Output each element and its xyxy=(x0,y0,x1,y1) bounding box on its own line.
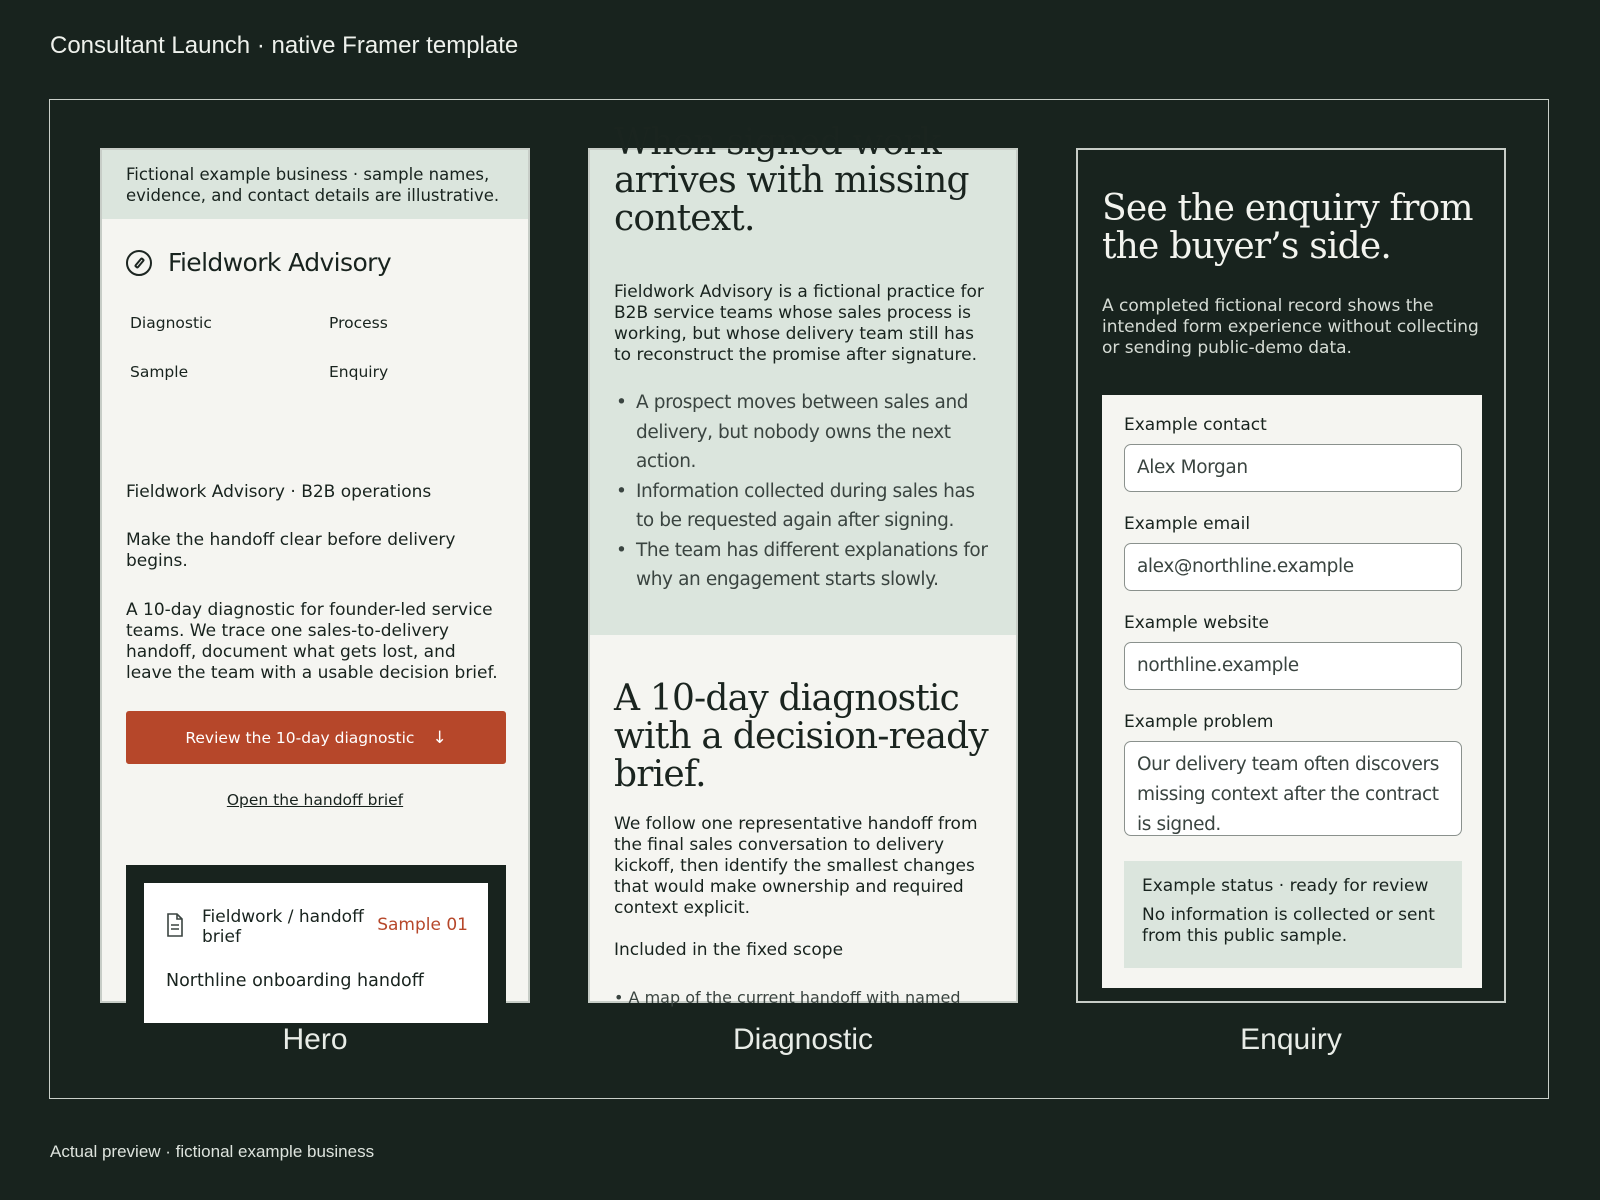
diagnostic-heading: A 10-day diagnostic with a decision-ready brief. xyxy=(614,678,988,795)
handoff-brief-card[interactable] xyxy=(126,865,506,1005)
fictional-notice-banner: Fictional example business · sample names, evidence, and contact details are illustrative. xyxy=(102,150,528,219)
caption-hero: Hero xyxy=(282,1023,348,1056)
problem-heading: When signed work arrives with missing context. xyxy=(614,122,969,239)
review-diagnostic-button[interactable] xyxy=(126,711,506,764)
enquiry-preview xyxy=(1076,148,1506,1003)
hero-headline: Make the handoff clear before delivery begins. xyxy=(126,530,456,571)
problem-textarea[interactable]: Our delivery team often discovers missing context after the contract is signed. xyxy=(1124,741,1462,836)
contact-field[interactable]: Alex Morgan xyxy=(1124,444,1462,492)
status-note: No information is collected or sent from this public sample. xyxy=(1142,905,1435,946)
status-panel xyxy=(1124,861,1462,968)
hero-preview xyxy=(100,148,530,1003)
hero-body: A 10-day diagnostic for founder-led service teams. We trace one sales-to-delivery handoff, document what gets lost, and leave the team with a usable decision brief. xyxy=(126,600,498,683)
website-field[interactable]: northline.example xyxy=(1124,642,1462,690)
open-handoff-brief-link[interactable]: Open the handoff brief xyxy=(226,791,404,809)
scope-label: Included in the fixed scope xyxy=(614,940,844,960)
footer-note: Actual preview · fictional example business xyxy=(50,1142,375,1161)
problem-label: Example problem xyxy=(1124,712,1274,732)
enquiry-form xyxy=(1102,395,1482,988)
website-label: Example website xyxy=(1124,613,1270,633)
brief-title: Fieldwork / handoff brief xyxy=(202,907,364,947)
brief-sample-badge: Sample 01 xyxy=(377,915,468,935)
caption-enquiry: Enquiry xyxy=(1240,1023,1342,1056)
brief-card-inner xyxy=(144,883,488,1023)
brief-subtitle: Northline onboarding handoff xyxy=(166,971,424,991)
page-title: Consultant Launch · native Framer template xyxy=(50,32,519,59)
diagnostic-preview xyxy=(588,122,1018,1007)
problem-list xyxy=(614,388,994,595)
email-field[interactable]: alex@northline.example xyxy=(1124,543,1462,591)
list-item: • The team has different explanations for why an engagement starts slowly. xyxy=(614,536,994,595)
nav-item-sample[interactable]: Sample xyxy=(130,363,189,381)
caption-diagnostic: Diagnostic xyxy=(732,1023,874,1056)
problem-intro: Fieldwork Advisory is a fictional practice for B2B service teams whose sales process is working, but whose delivery team still has to reconstruct the promise after signature. xyxy=(614,282,984,365)
brand-name: Fieldwork Advisory xyxy=(168,248,392,277)
scope-list-item: • A map of the current handoff with named xyxy=(614,988,961,1007)
nav-item-enquiry[interactable]: Enquiry xyxy=(329,363,389,381)
enquiry-intro: A completed fictional record shows the intended form experience without collecting or sending public-demo data. xyxy=(1102,296,1479,358)
arrow-down-icon: ↓ xyxy=(432,727,447,748)
hero-eyebrow: Fieldwork Advisory · B2B operations xyxy=(126,482,432,502)
email-label: Example email xyxy=(1124,514,1251,534)
list-item: • Information collected during sales has to be requested again after signing. xyxy=(614,477,994,536)
scope-item-text: A map of the current handoff with named xyxy=(628,988,961,1007)
cta-label: Review the 10-day diagnostic xyxy=(185,728,415,747)
nav-item-diagnostic[interactable]: Diagnostic xyxy=(130,314,212,332)
document-icon xyxy=(166,913,184,937)
enquiry-heading: See the enquiry from the buyer’s side. xyxy=(1102,188,1473,267)
compass-icon xyxy=(126,250,152,276)
status-badge: Example status · ready for review xyxy=(1142,876,1429,896)
contact-label: Example contact xyxy=(1124,415,1267,435)
list-item: • A prospect moves between sales and delivery, but nobody owns the next action. xyxy=(614,388,994,477)
brand[interactable] xyxy=(126,248,391,277)
diagnostic-body: We follow one representative handoff from the final sales conversation to delivery kickoff, then identify the smallest changes that would make ownership and required context explicit. xyxy=(614,814,978,918)
nav-item-process[interactable]: Process xyxy=(329,314,388,332)
